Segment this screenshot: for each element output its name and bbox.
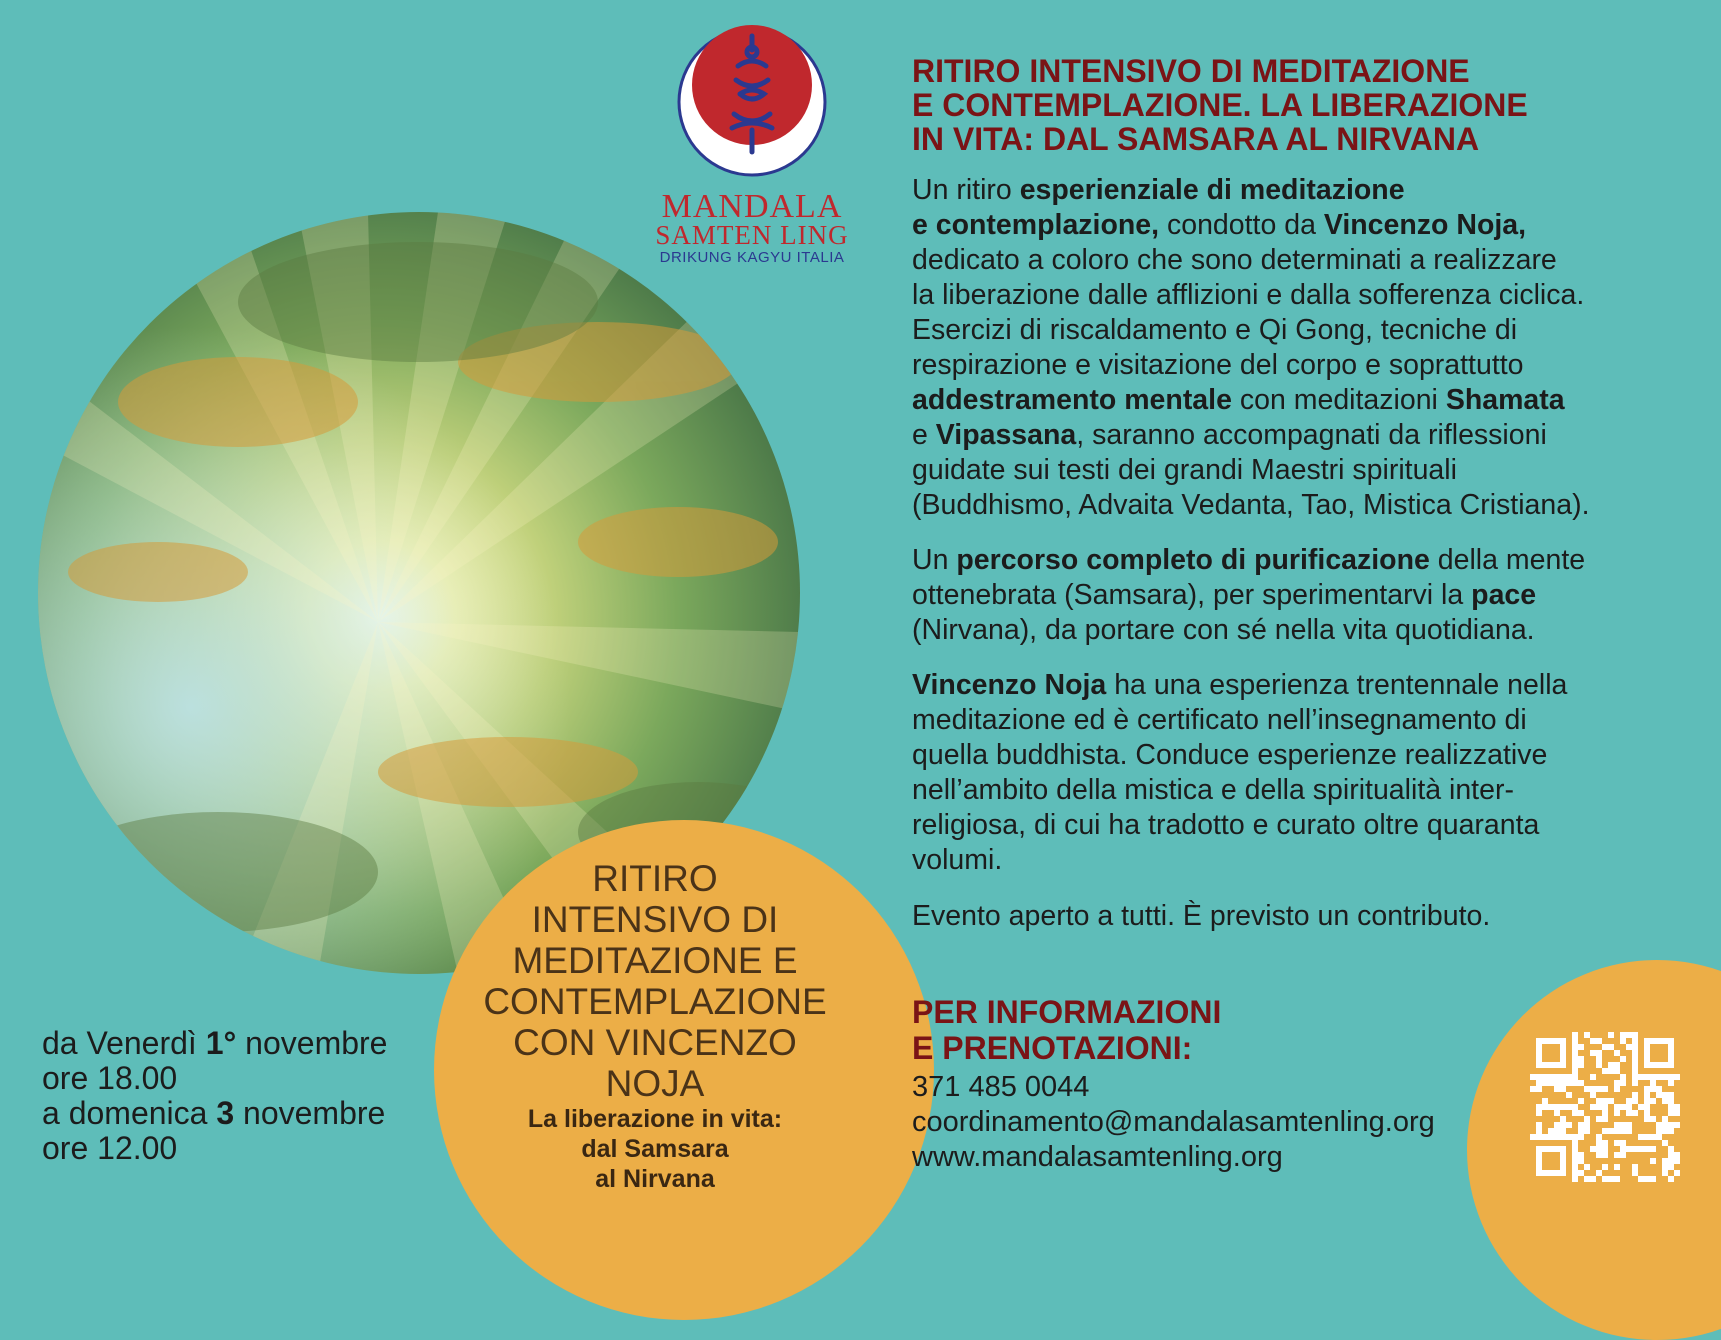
text-run: (Nirvana), da portare con sé nella vita quotidiana. — [912, 614, 1535, 646]
text-run: Un — [912, 544, 957, 576]
info-title-line: PER INFORMAZIONI — [912, 994, 1222, 1030]
text-run: volumi. — [912, 844, 1003, 876]
info-title-line: E PRENOTAZIONI: — [912, 1030, 1193, 1066]
contact-info — [912, 1070, 1435, 1175]
bold-text: e contemplazione, — [912, 209, 1160, 241]
bold-text: percorso completo di purificazione — [956, 544, 1430, 576]
date-end-prefix: a domenica — [42, 1095, 217, 1131]
text-run: (Buddhismo, Advaita Vedanta, Tao, Mistica Cristiana). — [912, 489, 1590, 521]
circle-subtitle-line: La liberazione in vita: — [527, 1105, 783, 1133]
date-end-line — [42, 1096, 387, 1131]
logo-name-line2: SAMTEN LING — [655, 220, 849, 250]
text-run: ha una esperienza trentennale nella — [1106, 669, 1568, 701]
bold-text: addestramento mentale — [912, 384, 1232, 416]
text-run: dedicato a coloro che sono determinati a realizzare — [912, 244, 1557, 276]
qr-code-icon[interactable] — [1530, 1032, 1680, 1182]
phone-number[interactable]: 371 485 0044 — [912, 1071, 1090, 1103]
circle-title-line: CONTEMPLAZIONE — [483, 981, 827, 1022]
text-run: e — [912, 419, 936, 451]
bold-text: pace — [1471, 579, 1537, 611]
circle-title — [470, 858, 840, 1104]
date-end-day: 3 — [216, 1095, 235, 1131]
bold-text: Shamata — [1445, 384, 1565, 416]
main-title-line: IN VITA: DAL SAMSARA AL NIRVANA — [912, 121, 1480, 157]
date-start-day: 1° — [205, 1025, 237, 1061]
event-note: Evento aperto a tutti. È previsto un contributo. — [912, 900, 1491, 932]
date-end-month: novembre — [234, 1095, 386, 1131]
text-run: quella buddhista. Conduce esperienze realizzative — [912, 739, 1548, 771]
bold-text: Vincenzo Noja — [912, 669, 1107, 701]
main-title-line: E CONTEMPLAZIONE. LA LIBERAZIONE — [912, 87, 1528, 123]
main-title — [912, 54, 1612, 156]
circle-title-line: MEDITAZIONE E — [512, 940, 798, 981]
bold-text: Vincenzo Noja, — [1323, 209, 1527, 241]
date-start-prefix: da Venerdì — [42, 1025, 206, 1061]
main-title-line: RITIRO INTENSIVO DI MEDITAZIONE — [912, 53, 1470, 89]
website-link[interactable]: www.mandalasamtenling.org — [912, 1141, 1283, 1173]
purification-paragraph — [912, 543, 1692, 648]
text-run: la liberazione dalle afflizioni e dalla sofferenza ciclica. — [912, 279, 1585, 311]
text-run: religiosa, di cui ha tradotto e curato oltre quaranta — [912, 809, 1540, 841]
teacher-bio-paragraph — [912, 668, 1692, 878]
text-run: guidate sui testi dei grandi Maestri spirituali — [912, 454, 1457, 486]
circle-subtitle-line: dal Samsara — [581, 1135, 729, 1163]
logo-name-line1: MANDALA — [661, 188, 843, 225]
info-title — [912, 994, 1221, 1066]
date-start-month: novembre — [236, 1025, 388, 1061]
circle-title-line: INTENSIVO DI — [531, 899, 779, 940]
event-dates — [42, 1026, 387, 1166]
text-run: condotto da — [1159, 209, 1324, 241]
logo-emblem-icon — [652, 22, 852, 192]
text-run: meditazione ed è certificato nell’insegnamento di — [912, 704, 1527, 736]
date-start-time: ore 18.00 — [42, 1060, 178, 1096]
text-run: respirazione e visitazione del corpo e soprattutto — [912, 349, 1524, 381]
circle-title-line: RITIRO — [592, 858, 718, 899]
mandala-samten-ling-logo — [652, 22, 852, 272]
circle-title-line: NOJA — [605, 1063, 705, 1104]
date-start-line — [42, 1026, 387, 1061]
circle-subtitle — [470, 1104, 840, 1194]
email-link[interactable]: coordinamento@mandalasamtenling.org — [912, 1106, 1435, 1138]
text-run: ottenebrata (Samsara), per sperimentarvi la — [912, 579, 1472, 611]
text-run: con meditazioni — [1231, 384, 1446, 416]
circle-title-line: CON VINCENZO — [513, 1022, 797, 1063]
text-run: , saranno accompagnati da riflessioni — [1076, 419, 1547, 451]
circle-subtitle-line: al Nirvana — [595, 1165, 715, 1193]
text-run: Esercizi di riscaldamento e Qi Gong, tecniche di — [912, 314, 1518, 346]
date-end-time: ore 12.00 — [42, 1130, 178, 1166]
bold-text: Vipassana — [935, 419, 1077, 451]
text-run: Un ritiro — [912, 174, 1020, 206]
description-paragraph — [912, 173, 1692, 523]
text-run: della mente — [1429, 544, 1586, 576]
text-run: nell’ambito della mistica e della spiritualità inter- — [912, 774, 1514, 806]
logo-subtitle: DRIKUNG KAGYU ITALIA — [659, 249, 845, 266]
bold-text: esperienziale di meditazione — [1019, 174, 1405, 206]
